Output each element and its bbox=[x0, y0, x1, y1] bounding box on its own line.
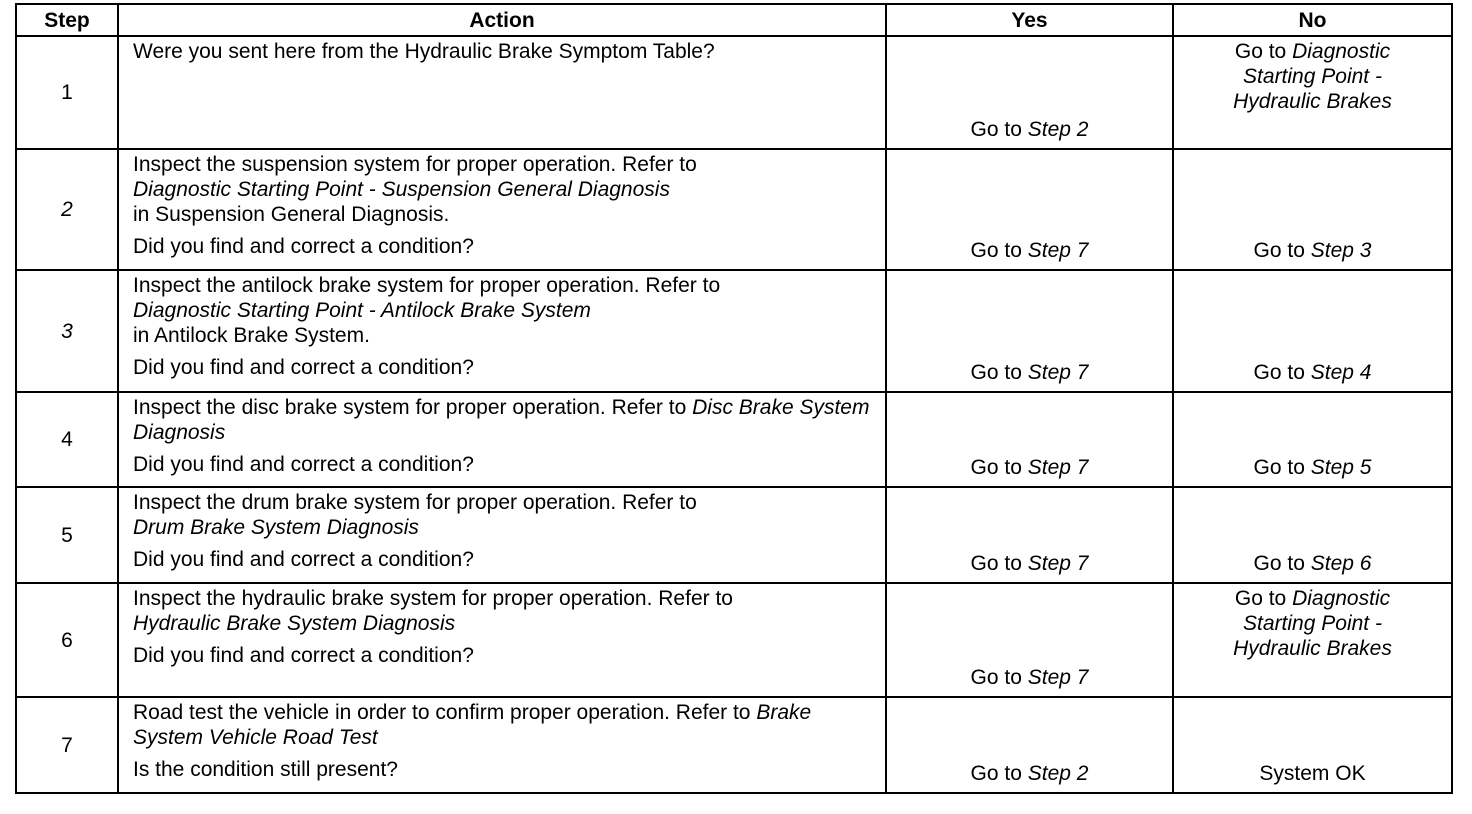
no-line-2[interactable]: Starting Point - bbox=[1243, 612, 1382, 635]
action-cell bbox=[118, 149, 886, 270]
action-text: Inspect the antilock brake system for proper operation. Refer to bbox=[133, 274, 721, 297]
action-cell bbox=[118, 487, 886, 583]
no-cell bbox=[1173, 487, 1452, 583]
yes-cell bbox=[886, 487, 1173, 583]
step-number: 1 bbox=[16, 36, 118, 149]
no-line-1[interactable] bbox=[1174, 586, 1451, 611]
yes-step-link[interactable]: Step 2 bbox=[1027, 118, 1089, 141]
no-cell bbox=[1173, 270, 1452, 392]
yes-cell bbox=[886, 149, 1173, 270]
table-row-step-6 bbox=[16, 583, 1452, 697]
step-number: 7 bbox=[16, 697, 118, 793]
action-text-block bbox=[133, 395, 871, 445]
action-text-post: in Antilock Brake System. bbox=[133, 324, 370, 347]
action-reference-link[interactable]: Diagnostic Starting Point - Antilock Brake System bbox=[133, 299, 591, 322]
action-text-block bbox=[133, 700, 871, 750]
no-cell bbox=[1173, 392, 1452, 487]
action-text: Inspect the suspension system for proper operation. Refer to bbox=[133, 153, 697, 176]
no-link-fragment[interactable]: Diagnostic bbox=[1292, 587, 1391, 610]
action-text-post: in Suspension General Diagnosis. bbox=[133, 203, 450, 226]
table-row-step-3 bbox=[16, 270, 1452, 392]
action-cell bbox=[118, 36, 886, 149]
action-reference-link[interactable]: Diagnostic Starting Point - Suspension General Diagnosis bbox=[133, 178, 670, 201]
action-reference-link[interactable]: Hydraulic Brake System Diagnosis bbox=[133, 612, 456, 635]
no-link-fragment[interactable]: Diagnostic bbox=[1292, 40, 1391, 63]
action-question: Did you find and correct a condition? bbox=[133, 356, 474, 379]
no-line-2[interactable]: Starting Point - bbox=[1243, 65, 1382, 88]
header-step: Step bbox=[16, 4, 118, 36]
yes-step-link[interactable]: Step 7 bbox=[1027, 456, 1089, 479]
yes-step-link[interactable]: Step 7 bbox=[1027, 666, 1089, 689]
no-cell bbox=[1173, 583, 1452, 697]
yes-cell bbox=[886, 583, 1173, 697]
action-reference-link[interactable]: Brake System Vehicle Road Test bbox=[133, 701, 812, 749]
no-line-3[interactable]: Hydraulic Brakes bbox=[1233, 637, 1392, 660]
no-line-1[interactable] bbox=[1174, 39, 1451, 64]
no-step-link[interactable]: Step 3 bbox=[1310, 239, 1372, 262]
step-number: 6 bbox=[16, 583, 118, 697]
table-row-step-1 bbox=[16, 36, 1452, 149]
step-number: 2 bbox=[16, 149, 118, 270]
yes-step-link[interactable]: Step 7 bbox=[1027, 239, 1089, 262]
no-prefix: Go to bbox=[1234, 587, 1293, 610]
table-row-step-7 bbox=[16, 697, 1452, 793]
yes-cell bbox=[886, 36, 1173, 149]
yes-prefix: Go to bbox=[970, 552, 1028, 575]
action-question: Did you find and correct a condition? bbox=[133, 235, 474, 258]
no-prefix: Go to bbox=[1253, 456, 1311, 479]
action-question: Did you find and correct a condition? bbox=[133, 644, 474, 667]
action-question: Is the condition still present? bbox=[133, 758, 398, 781]
yes-cell bbox=[886, 697, 1173, 793]
yes-prefix: Go to bbox=[970, 762, 1028, 785]
step-number: 4 bbox=[16, 392, 118, 487]
step-number: 3 bbox=[16, 270, 118, 392]
diagnostic-table bbox=[15, 3, 1453, 794]
table-row-step-4 bbox=[16, 392, 1452, 487]
yes-step-link[interactable]: Step 7 bbox=[1027, 361, 1089, 384]
yes-prefix: Go to bbox=[970, 118, 1028, 141]
action-cell bbox=[118, 270, 886, 392]
no-line-3[interactable]: Hydraulic Brakes bbox=[1233, 90, 1392, 113]
action-text: Inspect the drum brake system for proper operation. Refer to bbox=[133, 491, 697, 514]
yes-prefix: Go to bbox=[970, 361, 1028, 384]
yes-prefix: Go to bbox=[970, 666, 1028, 689]
yes-cell bbox=[886, 270, 1173, 392]
header-no: No bbox=[1173, 4, 1452, 36]
no-step-link[interactable]: Step 4 bbox=[1310, 361, 1372, 384]
yes-step-link[interactable]: Step 2 bbox=[1027, 762, 1089, 785]
no-prefix: Go to bbox=[1253, 239, 1311, 262]
action-cell bbox=[118, 697, 886, 793]
action-text: Were you sent here from the Hydraulic Brake Symptom Table? bbox=[133, 40, 715, 63]
header-action: Action bbox=[118, 4, 886, 36]
action-question: Did you find and correct a condition? bbox=[133, 548, 474, 571]
yes-step-link[interactable]: Step 7 bbox=[1027, 552, 1089, 575]
yes-prefix: Go to bbox=[970, 456, 1028, 479]
no-step-link[interactable]: Step 5 bbox=[1310, 456, 1372, 479]
table-row-step-2 bbox=[16, 149, 1452, 270]
no-cell bbox=[1173, 149, 1452, 270]
header-row bbox=[16, 4, 1452, 36]
no-result-text: System OK bbox=[1259, 762, 1366, 785]
action-question: Did you find and correct a condition? bbox=[133, 453, 474, 476]
action-text: Inspect the disc brake system for proper operation. Refer to bbox=[133, 396, 693, 419]
yes-cell bbox=[886, 392, 1173, 487]
yes-prefix: Go to bbox=[970, 239, 1028, 262]
action-reference-link[interactable]: Drum Brake System Diagnosis bbox=[133, 516, 419, 539]
no-prefix: Go to bbox=[1253, 552, 1311, 575]
action-cell bbox=[118, 392, 886, 487]
no-prefix: Go to bbox=[1253, 361, 1311, 384]
action-cell bbox=[118, 583, 886, 697]
no-cell bbox=[1173, 697, 1452, 793]
no-cell bbox=[1173, 36, 1452, 149]
header-yes: Yes bbox=[886, 4, 1173, 36]
step-number: 5 bbox=[16, 487, 118, 583]
action-reference-link[interactable]: Disc Brake System Diagnosis bbox=[133, 396, 870, 444]
action-text: Road test the vehicle in order to confirm proper operation. Refer to bbox=[133, 701, 757, 724]
no-prefix: Go to bbox=[1234, 40, 1293, 63]
no-step-link[interactable]: Step 6 bbox=[1310, 552, 1372, 575]
action-text: Inspect the hydraulic brake system for proper operation. Refer to bbox=[133, 587, 733, 610]
table-row-step-5 bbox=[16, 487, 1452, 583]
